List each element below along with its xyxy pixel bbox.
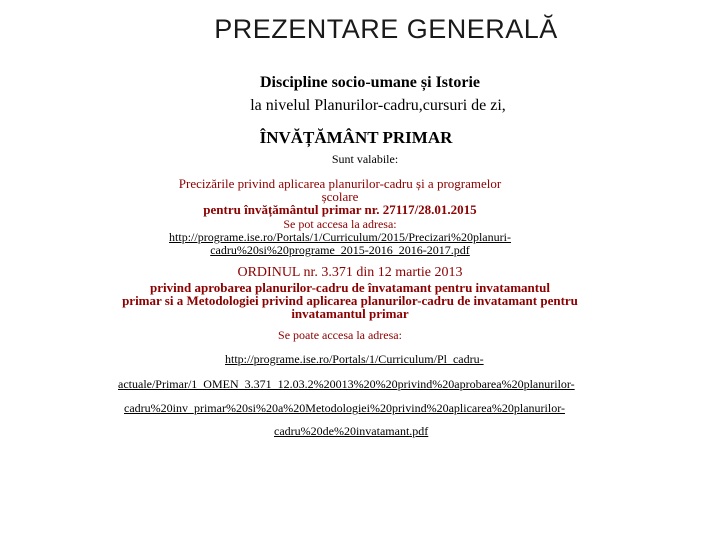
doc2-heading-line2: privind aprobarea planurilor-cadru de învatamant pentru invatamantul [150, 280, 550, 295]
doc1-access-label: Se pot accesa la adresa: [283, 217, 397, 231]
doc1-url-line1[interactable]: http://programe.ise.ro/Portals/1/Curriculum/2015/Precizari%20planuri- [169, 230, 511, 244]
doc1-heading-line2: școlare [321, 189, 359, 204]
subtitle-framework: la nivelul Planurilor-cadru,cursuri de zi, [250, 97, 506, 114]
doc1-heading-line1: Precizările privind aplicarea planurilor-cadru și a programelor [178, 176, 502, 191]
doc2-heading-line3: primar si a Metodologiei privind aplicarea planurilor-cadru de invatamant pentru [122, 293, 578, 308]
doc2-url-line4[interactable]: cadru%20de%20invatamant.pdf [274, 424, 429, 438]
doc2-url-line3[interactable]: cadru%20inv_primar%20si%20a%20Metodologiei%20privind%20aplicarea%20planurilor- [124, 401, 565, 415]
doc2-heading-line1: ORDINUL nr. 3.371 din 12 martie 2013 [237, 265, 463, 280]
doc1-heading-line3: pentru învățământul primar nr. 27117/28.01.2015 [203, 202, 477, 217]
doc2-heading [90, 265, 610, 320]
doc1-url-line2[interactable]: cadru%20si%20programe_2015-2016_2016-2017.pdf [210, 243, 470, 257]
doc1-heading [150, 177, 530, 216]
doc2-url-line1[interactable]: http://programe.ise.ro/Portals/1/Curriculum/Pl_cadru- [225, 352, 484, 366]
subtitle-level: ÎNVĂȚĂMÂNT PRIMAR [259, 128, 453, 147]
doc2-heading-line4: invatamantul primar [291, 306, 409, 321]
page-title: PREZENTARE GENERALĂ [214, 14, 558, 44]
doc2-url-line2[interactable]: actuale/Primar/1_OMEN_3.371_12.03.2%20013%20%20privind%20aprobarea%20planurilor- [118, 377, 575, 391]
available-label: Sunt valabile: [331, 152, 399, 166]
subtitle-disciplines: Discipline socio-umane și Istorie [260, 74, 480, 91]
doc1-url[interactable] [150, 231, 530, 257]
doc2-access-label: Se poate accesa la adresa: [278, 328, 402, 342]
